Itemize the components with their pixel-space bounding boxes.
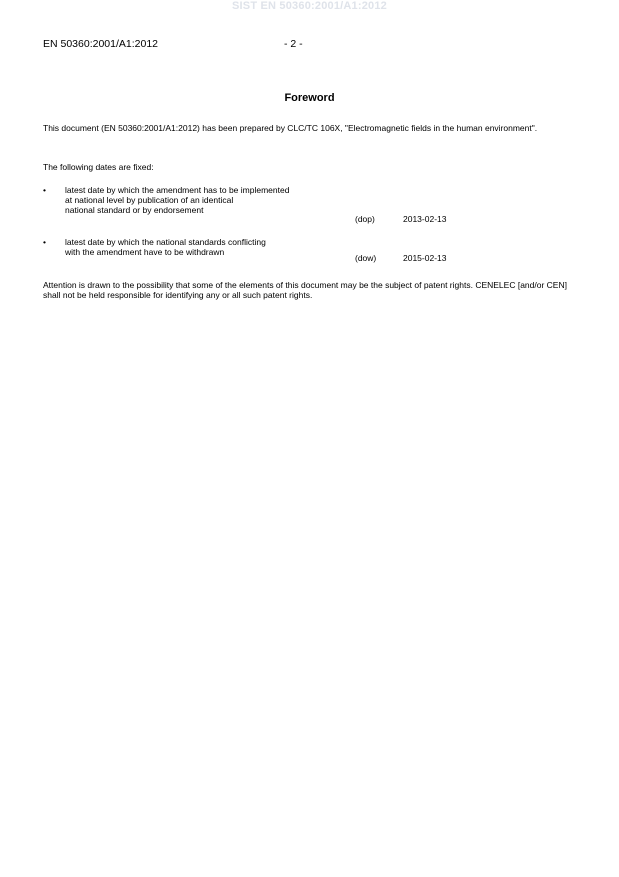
dow-date: 2015-02-13: [403, 253, 447, 263]
dow-line-1: latest date by which the national standards conflicting: [65, 237, 266, 247]
dop-code: (dop): [355, 214, 375, 224]
dow-list-item: [43, 237, 523, 267]
dop-line-3: national standard or by endorsement: [65, 205, 204, 215]
dow-line-2: with the amendment have to be withdrawn: [65, 247, 225, 257]
dop-list-item: [43, 185, 523, 225]
bullet-icon: •: [43, 185, 46, 195]
preparation-paragraph: This document (EN 50360:2001/A1:2012) has been prepared by CLC/TC 106X, "Electromagnetic fields in the human environment".: [43, 123, 538, 133]
dop-date: 2013-02-13: [403, 214, 447, 224]
dow-code: (dow): [355, 253, 377, 263]
page-title: Foreword: [284, 92, 335, 104]
dop-line-1: latest date by which the amendment has to be implemented: [65, 185, 290, 195]
dates-intro-paragraph: The following dates are fixed:: [43, 162, 154, 172]
dop-description: [65, 185, 355, 215]
dop-line-2: at national level by publication of an identical: [65, 195, 234, 205]
document-id: EN 50360:2001/A1:2012: [43, 38, 159, 50]
dow-description: [65, 237, 355, 257]
page-number: - 2 -: [284, 38, 303, 50]
watermark: SIST EN 50360:2001/A1:2012: [231, 0, 388, 12]
patent-notice-paragraph: Attention is drawn to the possibility that some of the elements of this document may be the subject of patent rights. CENELEC [and/or CEN] shall not be held responsible for identifying any or all such patent rights.: [43, 280, 567, 300]
bullet-icon: •: [43, 237, 46, 247]
